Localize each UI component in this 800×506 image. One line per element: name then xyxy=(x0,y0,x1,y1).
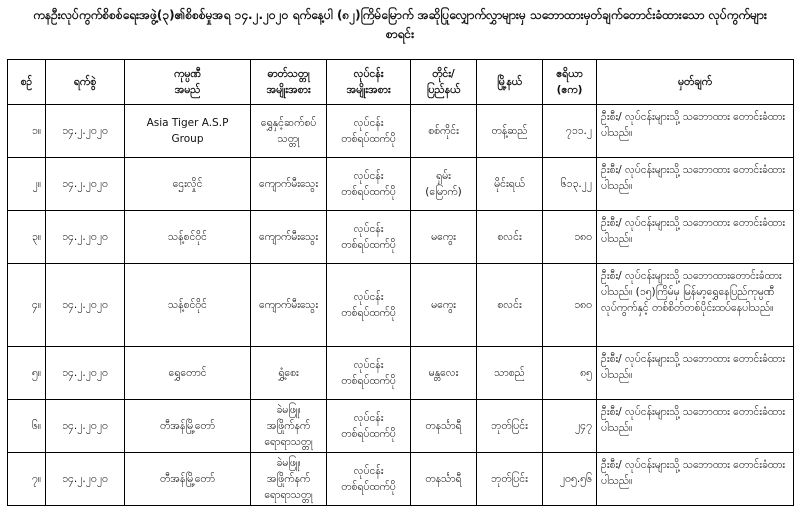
cell-township: တန့်ဆည် xyxy=(477,105,543,158)
header-remarks: မှတ်ချက် xyxy=(597,60,794,105)
table-row xyxy=(8,400,794,453)
cell-date: ၁၄.၂.၂၀၂၀ xyxy=(46,211,125,264)
cell-area: ၂၄၇ xyxy=(543,400,597,453)
cell-company: ဌေးလှိုင် xyxy=(125,158,251,211)
cell-area: ၈၅ xyxy=(543,347,597,400)
cell-company: တီအန်မြို့တော် xyxy=(125,453,251,506)
cell-mineral: ခဲမဖြူ၊ အဖြိုက်နက် ရောရာသတ္တု xyxy=(251,453,327,506)
cell-area: ၇၁၁.၂ xyxy=(543,105,597,158)
header-row xyxy=(8,60,794,105)
cell-date: ၁၄.၂.၂၀၂၀ xyxy=(46,453,125,506)
cell-remarks: ဦးစီး/ လုပ်ငန်းများသို့ သဘောထား တောင်းခံထားပါသည်။ xyxy=(597,347,794,400)
cell-area: ၂၀၅.၅၆ xyxy=(543,453,597,506)
cell-region: မန္တလေး xyxy=(411,347,477,400)
header-area: ဧရိယာ (ဧက) xyxy=(543,60,597,105)
cell-region: မကွေး xyxy=(411,211,477,264)
table-row xyxy=(8,264,794,347)
header-date: ရက်စွဲ xyxy=(46,60,125,105)
cell-area: ၁၈၀ xyxy=(543,211,597,264)
cell-company: သန့်စင်ဝိုင် xyxy=(125,211,251,264)
cell-work-type: လုပ်ငန်း တစ်ရပ်ထက်ပို xyxy=(327,158,411,211)
cell-remarks: ဦးစီး/ လုပ်ငန်းများသို့ သဘောထား တောင်းခံထားပါသည်။ xyxy=(597,105,794,158)
cell-region: စစ်ကိုင်း xyxy=(411,105,477,158)
cell-date: ၁၄.၂.၂၀၂၀ xyxy=(46,347,125,400)
cell-mineral: ကျောက်မီးသွေး xyxy=(251,264,327,347)
cell-township: စလင်း xyxy=(477,211,543,264)
cell-date: ၁၄.၂.၂၀၂၀ xyxy=(46,400,125,453)
cell-company: ရွှေတောင် xyxy=(125,347,251,400)
cell-company: Asia Tiger A.S.P Group xyxy=(125,105,251,158)
header-township: မြို့နယ် xyxy=(477,60,543,105)
applications-table xyxy=(7,59,794,506)
cell-remarks: ဦးစီး/ လုပ်ငန်းများသို့ သဘောထား တောင်းခံထားပါသည်။ xyxy=(597,158,794,211)
document-title: ကနဦးလုပ်ကွက်စိစစ်ရေးအဖွဲ့(၃)၏စိစစ်မှုအရ ၁၄.၂.၂၀၂၀ ရက်နေ့ပါ (၈၂)ကြိမ်မြောက် အဆိုပြုလျှောက်လွှာများမှ သဘောထားမှတ်ချက်တောင်းခံထားသော လုပ်ကွက်များစာရင်း xyxy=(33,8,767,41)
cell-work-type: လုပ်ငန်း တစ်ရပ်ထက်ပို xyxy=(327,347,411,400)
header-work-type: လုပ်ငန်း အမျိုးအစား xyxy=(327,60,411,105)
cell-mineral: ကျောက်မီးသွေး xyxy=(251,211,327,264)
cell-township: သာစည် xyxy=(477,347,543,400)
cell-date: ၁၄.၂.၂၀၂၀ xyxy=(46,158,125,211)
cell-mineral: ရွှေနှင့်ဆက်စပ် သတ္တု xyxy=(251,105,327,158)
cell-mineral: ကျောက်မီးသွေး xyxy=(251,158,327,211)
cell-work-type: လုပ်ငန်း တစ်ရပ်ထက်ပို xyxy=(327,453,411,506)
cell-work-type: လုပ်ငန်း တစ်ရပ်ထက်ပို xyxy=(327,264,411,347)
cell-company: သန့်စင်ဝိုင် xyxy=(125,264,251,347)
header-company: ကုမ္ပဏီ အမည် xyxy=(125,60,251,105)
cell-no: ၂။ xyxy=(8,158,46,211)
cell-remarks: ဦးစီး/ လုပ်ငန်းများသို့ သဘောထား တောင်းခံထားပါသည်။ xyxy=(597,453,794,506)
cell-no: ၁။ xyxy=(8,105,46,158)
cell-region: တနင်္သာရီ xyxy=(411,400,477,453)
cell-no: ၄။ xyxy=(8,264,46,347)
cell-township: ဘုတ်ပြင်း xyxy=(477,400,543,453)
cell-township: မိုင်းရယ် xyxy=(477,158,543,211)
cell-township: ဘုတ်ပြင်း xyxy=(477,453,543,506)
cell-area: ၆၁၃.၂၂ xyxy=(543,158,597,211)
cell-date: ၁၄.၂.၂၀၂၀ xyxy=(46,264,125,347)
table-row xyxy=(8,105,794,158)
table-row xyxy=(8,453,794,506)
cell-region: ရှမ်း (မြောက်) xyxy=(411,158,477,211)
cell-mineral: ခဲမဖြူ၊ အဖြိုက်နက် ရောရာသတ္တု xyxy=(251,400,327,453)
cell-no: ၇။ xyxy=(8,453,46,506)
table-row xyxy=(8,211,794,264)
cell-no: ၃။ xyxy=(8,211,46,264)
cell-remarks: ဦးစီး/ လုပ်ငန်းများသို့ သဘောထား တောင်းခံထားပါသည်။ xyxy=(597,400,794,453)
cell-area: ၁၈၀ xyxy=(543,264,597,347)
header-mineral: ဓာတ်သတ္တု အမျိုးအစား xyxy=(251,60,327,105)
cell-work-type: လုပ်ငန်း တစ်ရပ်ထက်ပို xyxy=(327,211,411,264)
cell-no: ၆။ xyxy=(8,400,46,453)
cell-township: စလင်း xyxy=(477,264,543,347)
cell-remarks: ဦးစီး/ လုပ်ငန်းများသို့ သဘောထား တောင်းခံထားပါသည်။ xyxy=(597,211,794,264)
table-row xyxy=(8,347,794,400)
cell-region: တနင်္သာရီ xyxy=(411,453,477,506)
cell-date: ၁၄.၂.၂၀၂၀ xyxy=(46,105,125,158)
cell-no: ၅။ xyxy=(8,347,46,400)
table-row xyxy=(8,158,794,211)
cell-mineral: ရွှံ့စေး xyxy=(251,347,327,400)
cell-work-type: လုပ်ငန်း တစ်ရပ်ထက်ပို xyxy=(327,400,411,453)
cell-region: မကွေး xyxy=(411,264,477,347)
cell-remarks: ဦးစီး/ လုပ်ငန်းများသို့ သဘောထားတောင်းခံထားပါသည်။ (၁၅)ကြိမ်မှ မြန်မာ့ရွှေနေပြည်ကုမ္ပဏီလုပ်ကွက်နှင့် တစ်စိတ်တစ်ပိုင်းထပ်နေပါသည်။ xyxy=(597,264,794,347)
cell-work-type: လုပ်ငန်း တစ်ရပ်ထက်ပို xyxy=(327,105,411,158)
header-no: စဉ် xyxy=(8,60,46,105)
cell-company: တီအန်မြို့တော် xyxy=(125,400,251,453)
header-region: တိုင်း/ ပြည်နယ် xyxy=(411,60,477,105)
